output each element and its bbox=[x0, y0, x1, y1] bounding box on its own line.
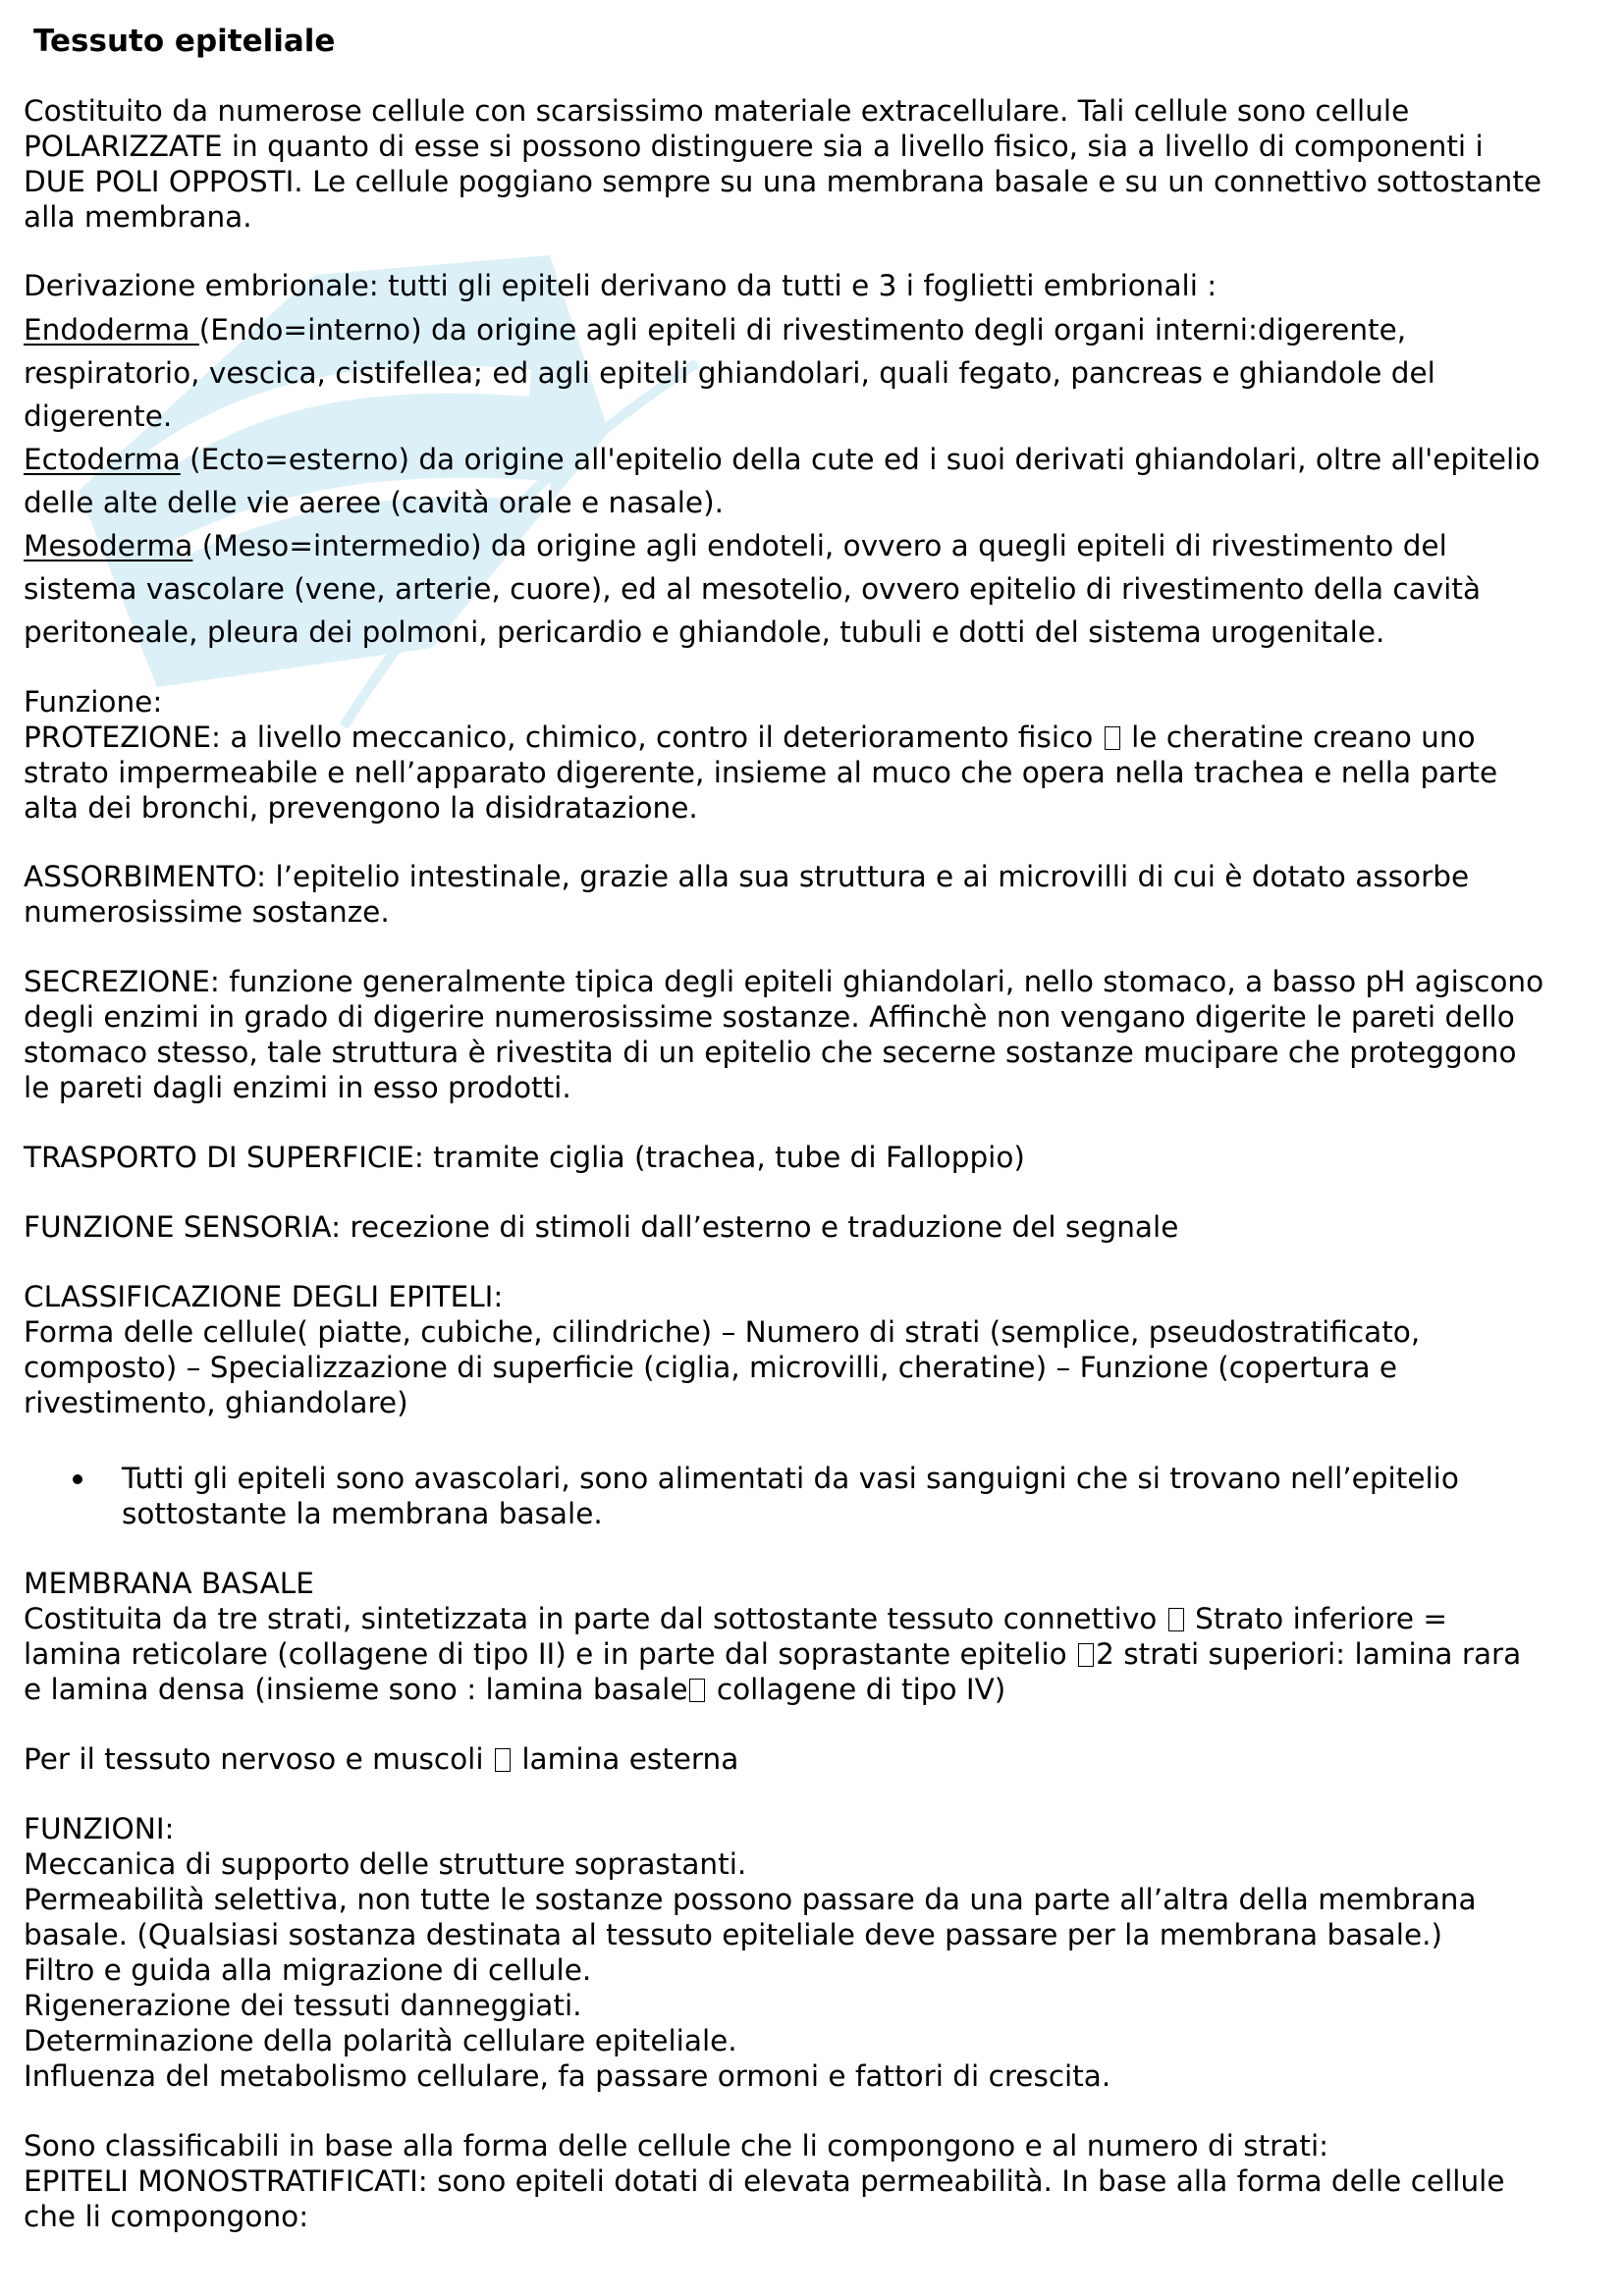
endoderma-text: (Endo=interno) da origine agli epiteli di rivestimento degli organi interni:digerente, bbox=[198, 313, 1407, 347]
derivation-heading: Derivazione embrionale: tutti gli epiteli derivano da tutti e 3 i foglietti embrionali : bbox=[24, 269, 1217, 302]
intro-line: POLARIZZATE in quanto di esse si possono distinguere sia a livello fisico, sia a livello di componenti i bbox=[24, 130, 1484, 163]
mesoderma-term: Mesoderma bbox=[24, 529, 193, 562]
membrana-text: Costituita da tre strati, sintetizzata in parte dal sottostante tessuto connettivo bbox=[24, 1602, 1166, 1635]
protezione-line: strato impermeabile e nell’apparato digerente, insieme al muco che opera nella trachea e nella parte bbox=[24, 756, 1498, 789]
intro-line: DUE POLI OPPOSTI. Le cellule poggiano sempre su una membrana basale e su un connettivo sottostante bbox=[24, 165, 1542, 198]
protezione-text: le cheratine creano uno bbox=[1121, 721, 1476, 754]
ectoderma-line: delle alte delle vie aeree (cavità orale e nasale). bbox=[24, 486, 724, 519]
sensoria-line: FUNZIONE SENSORIA: recezione di stimoli dall’esterno e traduzione del segnale bbox=[24, 1210, 1179, 1244]
missing-glyph-icon bbox=[495, 1748, 511, 1772]
funzioni-item: Meccanica di supporto delle strutture soprastanti. bbox=[24, 1847, 747, 1881]
membrana-text: e lamina densa (insieme sono : lamina basale bbox=[24, 1673, 688, 1706]
funzioni-heading: FUNZIONI: bbox=[24, 1812, 175, 1845]
membrana-text: Strato inferiore = bbox=[1185, 1602, 1448, 1635]
membrana-text: collagene di tipo IV) bbox=[707, 1673, 1006, 1706]
funzioni-item: Permeabilità selettiva, non tutte le sostanze possono passare da una parte all’altra della membrana bbox=[24, 1883, 1477, 1916]
missing-glyph-icon bbox=[1168, 1608, 1184, 1631]
endoderma-line: digerente. bbox=[24, 400, 173, 433]
funzione-heading: Funzione: bbox=[24, 685, 163, 719]
membrana-line bbox=[24, 1636, 1521, 1672]
funzioni-item: Filtro e guida alla migrazione di cellule. bbox=[24, 1953, 592, 1987]
funzioni-item: Determinazione della polarità cellulare epiteliale. bbox=[24, 2024, 737, 2057]
monostratificati-line: che li compongono: bbox=[24, 2200, 309, 2233]
membrana-text: lamina reticolare (collagene di tipo II) e in parte dal soprastante epitelio bbox=[24, 1637, 1077, 1671]
mesoderma-line: sistema vascolare (vene, arterie, cuore), ed al mesotelio, ovvero epitelio di rivestimento della cavità bbox=[24, 572, 1482, 606]
secrezione-line: stomaco stesso, tale struttura è rivestita di un epitelio che secerne sostanze mucipare che proteggono bbox=[24, 1036, 1517, 1069]
nervoso-line bbox=[24, 1741, 738, 1777]
nervoso-text: Per il tessuto nervoso e muscoli bbox=[24, 1742, 493, 1776]
ectoderma-line bbox=[24, 442, 1540, 477]
protezione-text: PROTEZIONE: a livello meccanico, chimico, contro il deterioramento fisico bbox=[24, 721, 1103, 754]
assorbimento-line: ASSORBIMENTO: l’epitelio intestinale, grazie alla sua struttura e ai microvilli di cui è dotato assorbe bbox=[24, 860, 1470, 893]
membrana-line bbox=[24, 1601, 1447, 1636]
missing-glyph-icon bbox=[689, 1679, 705, 1702]
funzioni-item: Rigenerazione dei tessuti danneggiati. bbox=[24, 1989, 582, 2022]
protezione-line bbox=[24, 720, 1476, 755]
secrezione-line: SECREZIONE: funzione generalmente tipica degli epiteli ghiandolari, nello stomaco, a basso pH agiscono bbox=[24, 965, 1544, 998]
funzioni-item: basale. (Qualsiasi sostanza destinata al tessuto epiteliale deve passare per la membrana basale.) bbox=[24, 1918, 1442, 1951]
classificazione-line: composto) – Specializzazione di superficie (ciglia, microvilli, cheratine) – Funzione (copertura e bbox=[24, 1351, 1398, 1384]
protezione-line: alta dei bronchi, prevengono la disidratazione. bbox=[24, 791, 698, 825]
missing-glyph-icon bbox=[1105, 726, 1120, 750]
bullet-icon bbox=[73, 1474, 82, 1484]
intro-line: Costituito da numerose cellule con scarsissimo materiale extracellulare. Tali cellule sono cellule bbox=[24, 94, 1410, 128]
endoderma-term: Endoderma bbox=[24, 313, 199, 347]
mesoderma-text: (Meso=intermedio) da origine agli endoteli, ovvero a quegli epiteli di rivestimento del bbox=[192, 529, 1447, 562]
mesoderma-line bbox=[24, 528, 1447, 563]
classificazione-line: rivestimento, ghiandolare) bbox=[24, 1386, 408, 1419]
mesoderma-line: peritoneale, pleura dei polmoni, pericardio e ghiandole, tubuli e dotti del sistema urogenitale. bbox=[24, 615, 1385, 649]
classificazione-heading: CLASSIFICAZIONE DEGLI EPITELI: bbox=[24, 1280, 504, 1313]
ectoderma-text: (Ecto=esterno) da origine all'epitelio della cute ed i suoi derivati ghiandolari, oltre all'epitelio bbox=[180, 443, 1541, 476]
membrana-line bbox=[24, 1672, 1005, 1707]
monostratificati-line: EPITELI MONOSTRATIFICATI: sono epiteli dotati di elevata permeabilità. In base alla forma delle cellule bbox=[24, 2164, 1505, 2198]
assorbimento-line: numerosissime sostanze. bbox=[24, 895, 390, 929]
membrana-heading: MEMBRANA BASALE bbox=[24, 1567, 314, 1600]
nervoso-text: lamina esterna bbox=[512, 1742, 739, 1776]
missing-glyph-icon bbox=[1078, 1643, 1094, 1667]
intro-line: alla membrana. bbox=[24, 200, 252, 234]
funzioni-item: Influenza del metabolismo cellulare, fa passare ormoni e fattori di crescita. bbox=[24, 2059, 1111, 2093]
bullet-line: Tutti gli epiteli sono avascolari, sono alimentati da vasi sanguigni che si trovano nell’epitelio bbox=[122, 1462, 1459, 1495]
endoderma-line bbox=[24, 312, 1406, 347]
ectoderma-term: Ectoderma bbox=[24, 443, 181, 476]
trasporto-line: TRASPORTO DI SUPERFICIE: tramite ciglia (trachea, tube di Falloppio) bbox=[24, 1141, 1025, 1174]
classificazione-line: Forma delle cellule( piatte, cubiche, cilindriche) – Numero di strati (semplice, pseudostratificato, bbox=[24, 1315, 1421, 1349]
endoderma-line: respiratorio, vescica, cistifellea; ed agli epiteli ghiandolari, quali fegato, pancreas e ghiandole del bbox=[24, 356, 1435, 390]
secrezione-line: degli enzimi in grado di digerire numerosissime sostanze. Affinchè non vengano digerite le pareti dello bbox=[24, 1000, 1515, 1034]
monostratificati-line: Sono classificabili in base alla forma delle cellule che li compongono e al numero di strati: bbox=[24, 2129, 1329, 2163]
membrana-text: 2 strati superiori: lamina rara bbox=[1096, 1637, 1522, 1671]
bullet-line: sottostante la membrana basale. bbox=[122, 1497, 603, 1530]
page-title: Tessuto epiteliale bbox=[33, 24, 336, 59]
secrezione-line: le pareti dagli enzimi in esso prodotti. bbox=[24, 1071, 571, 1104]
